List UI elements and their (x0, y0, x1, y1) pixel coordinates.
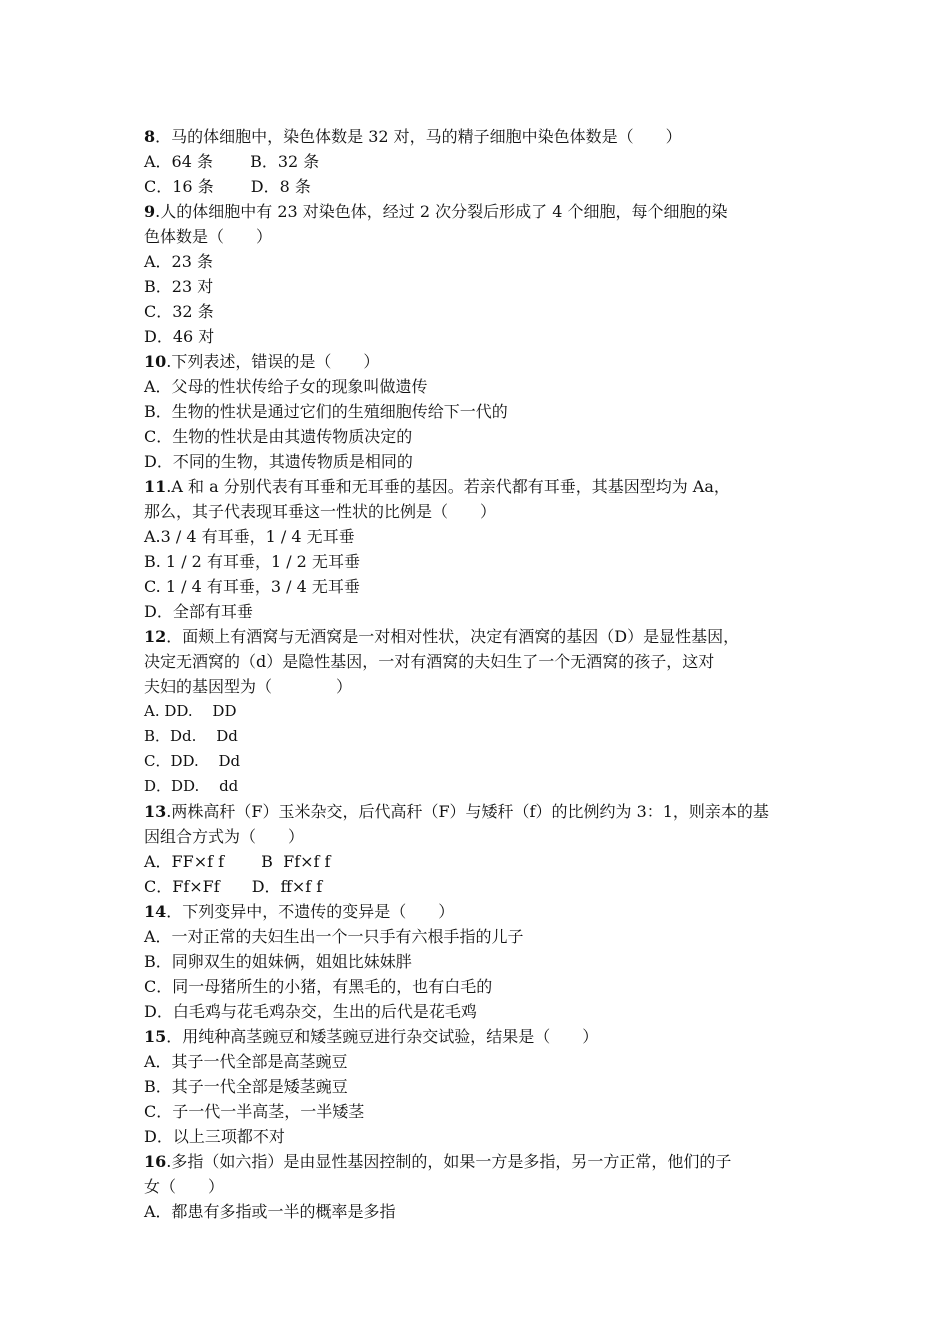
option-line: A.3 / 4 有耳垂，1 / 4 无耳垂 (144, 527, 355, 546)
option-line: B. 1 / 2 有耳垂，1 / 2 无耳垂 (144, 552, 360, 571)
question-text: .两株高秆（F）玉米杂交，后代高秆（F）与矮秆（f）的比例约为 3：1，则亲本的基 (166, 802, 769, 821)
option-line: D．不同的生物，其遗传物质是相同的 (144, 452, 413, 471)
question-12 (144, 624, 824, 799)
option-line: B．同卵双生的姐妹俩，姐姐比妹妹胖 (144, 952, 412, 971)
question-number: 9 (144, 202, 156, 221)
option-line: C．DD. Dd (144, 752, 241, 770)
question-text: .多指（如六指）是由显性基因控制的，如果一方是多指，另一方正常，他们的子 (166, 1152, 732, 1171)
option-line: D．白毛鸡与花毛鸡杂交，生出的后代是花毛鸡 (144, 1002, 477, 1021)
question-15 (144, 1024, 824, 1149)
question-number: 13 (144, 802, 167, 821)
option-line: B．Dd. Dd (144, 727, 238, 745)
option-line: C．32 条 (144, 302, 214, 321)
question-13 (144, 799, 824, 899)
question-number: 15 (144, 1027, 167, 1046)
option-line: A．父母的性状传给子女的现象叫做遗传 (144, 377, 428, 396)
option-line: C. 1 / 4 有耳垂，3 / 4 无耳垂 (144, 577, 360, 596)
option-line: A. DD. DD (144, 702, 237, 720)
option-line: B．23 对 (144, 277, 214, 296)
question-number: 14 (144, 902, 167, 921)
question-text-continued: 色体数是（ ） (144, 227, 273, 246)
question-14 (144, 899, 824, 1024)
question-text-continued: 夫妇的基因型为（ ） (144, 677, 353, 696)
option-line: D．以上三项都不对 (144, 1127, 285, 1146)
question-8 (144, 124, 824, 199)
question-number: 12 (144, 627, 167, 646)
option-line: C．生物的性状是由其遗传物质决定的 (144, 427, 413, 446)
option-line: A．其子一代全部是高茎豌豆 (144, 1052, 348, 1071)
question-number: 8 (144, 127, 156, 146)
question-text: ．面颊上有酒窝与无酒窝是一对相对性状，决定有酒窝的基因（D）是显性基因， (166, 627, 740, 646)
option-line: D．46 对 (144, 327, 215, 346)
question-text-continued: 因组合方式为（ ） (144, 827, 305, 846)
option-line: D．全部有耳垂 (144, 602, 253, 621)
question-text-continued: 决定无酒窝的（d）是隐性基因，一对有酒窝的夫妇生了一个无酒窝的孩子，这对 (144, 652, 715, 671)
question-number: 11 (144, 477, 167, 496)
question-text: ．用纯种高茎豌豆和矮茎豌豆进行杂交试验，结果是（ ） (166, 1027, 599, 1046)
option-line: A．23 条 (144, 252, 214, 271)
question-text: .下列表述，错误的是（ ） (166, 352, 380, 371)
question-text: .A 和 a 分别代表有耳垂和无耳垂的基因。若亲代都有耳垂，其基因型均为 Aa， (166, 477, 730, 496)
question-text-continued: 女（ ） (144, 1177, 225, 1196)
option-line: C．Ff×Ff D．ff×f f (144, 877, 323, 896)
question-11 (144, 474, 824, 624)
question-number: 16 (144, 1152, 167, 1171)
question-10 (144, 349, 824, 474)
question-text: .人的体细胞中有 23 对染色体，经过 2 次分裂后形成了 4 个细胞，每个细胞的染 (155, 202, 728, 221)
question-text: ．下列变异中，不遗传的变异是（ ） (166, 902, 455, 921)
question-text: ．马的体细胞中，染色体数是 32 对，马的精子细胞中染色体数是（ ） (155, 127, 682, 146)
question-number: 10 (144, 352, 167, 371)
option-line: C．子一代一半高茎，一半矮茎 (144, 1102, 365, 1121)
option-line: D．DD. dd (144, 777, 239, 795)
option-line: B．生物的性状是通过它们的生殖细胞传给下一代的 (144, 402, 508, 421)
option-line: A．64 条 B．32 条 (144, 152, 320, 171)
option-line: C．16 条 D．8 条 (144, 177, 311, 196)
document-page (144, 124, 824, 1224)
option-line: C．同一母猪所生的小猪，有黑毛的，也有白毛的 (144, 977, 493, 996)
option-line: B．其子一代全部是矮茎豌豆 (144, 1077, 348, 1096)
option-line: A．一对正常的夫妇生出一个一只手有六根手指的儿子 (144, 927, 524, 946)
option-line: A．都患有多指或一半的概率是多指 (144, 1202, 396, 1221)
option-line: A．FF×f f B Ff×f f (144, 852, 331, 871)
question-16 (144, 1149, 824, 1224)
question-9 (144, 199, 824, 349)
question-text-continued: 那么，其子代表现耳垂这一性状的比例是（ ） (144, 502, 497, 521)
